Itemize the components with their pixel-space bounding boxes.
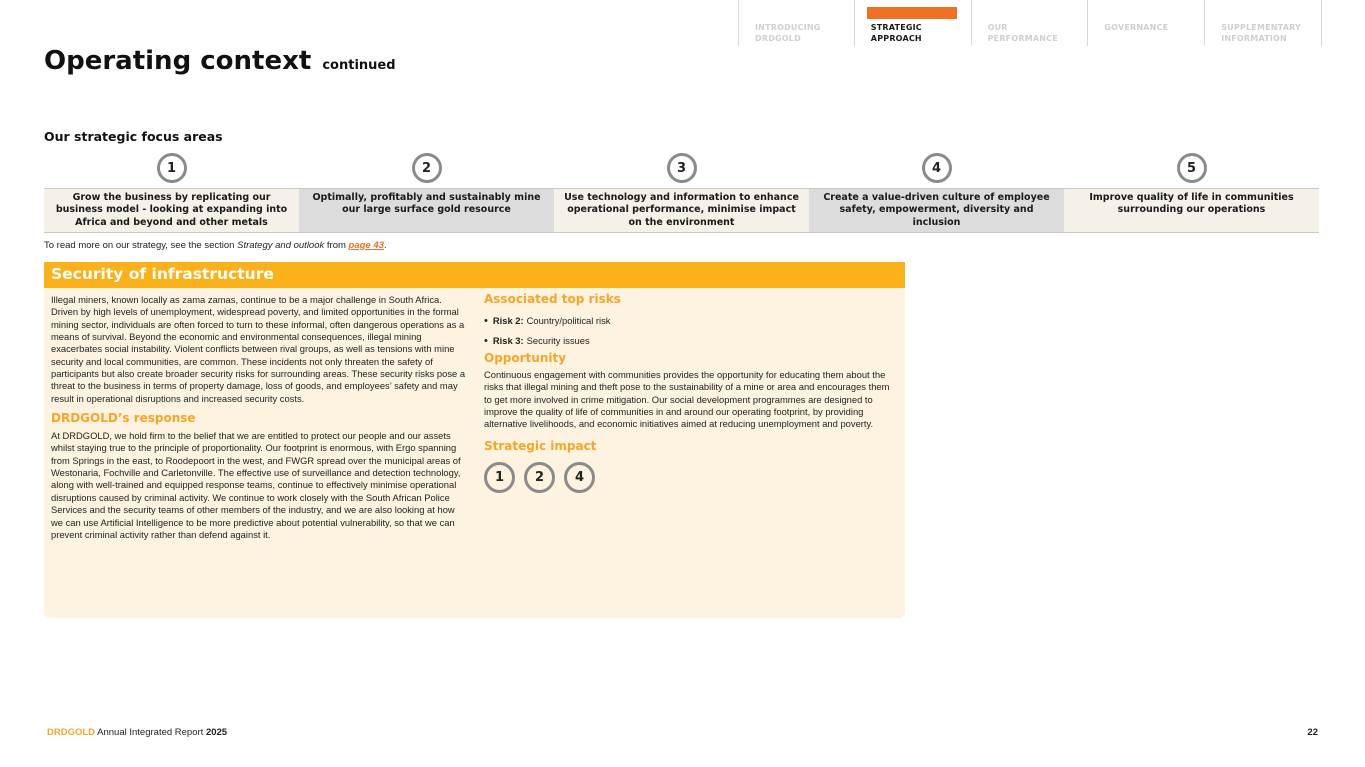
risk-item bbox=[484, 334, 896, 347]
nav-tab-our-performance[interactable] bbox=[972, 0, 1089, 46]
focus-areas bbox=[44, 153, 1319, 233]
nav-tab-governance[interactable] bbox=[1088, 0, 1205, 46]
footer-year: 2025 bbox=[205, 727, 228, 738]
read-more-middle: from bbox=[324, 240, 349, 251]
read-more-suffix: . bbox=[383, 240, 387, 251]
impact-badges bbox=[484, 462, 896, 493]
impact-number-badge: 2 bbox=[524, 462, 555, 493]
nav-tab-introducing[interactable] bbox=[738, 0, 855, 46]
focus-numbers-row bbox=[44, 153, 1319, 188]
section-nav bbox=[738, 0, 1322, 46]
intro-paragraph: Illegal miners, known locally as zama zamas, continue to be a major challenge in South Africa. Driven by high levels of unemployment, widespread poverty, and limited opportunities in the formal mining sector, individuals are often forced to turn to these informal, often dangerous operations as a means of survival. Beyond the economic and environmental consequences, illegal mining exacerbates social instability. Violent conflicts between rival groups, as well as tensions with mine security and local communities, are common. These incidents not only threaten the safety of participants but also create broader security risks for surrounding areas. These security risks pose a threat to the business in terms of property damage, loss of goods, and employees’ safety and may result in operational disruptions and increased security costs. bbox=[51, 294, 466, 404]
active-tab-indicator bbox=[867, 7, 957, 19]
panel-title: Security of infrastructure bbox=[44, 262, 905, 288]
focus-area-text: Improve quality of life in communities surrounding our operations bbox=[1064, 189, 1319, 232]
impact-number-badge: 4 bbox=[564, 462, 595, 493]
bullet-icon: • bbox=[484, 314, 488, 327]
read-more-prefix: To read more on our strategy, see the section bbox=[44, 240, 238, 251]
response-paragraph: At DRDGOLD, we hold firm to the belief that we are entitled to protect our people and our assets whilst staying true to the principle of proportionality. Our footprint is enormous, with Ergo spanning from Springs in the east, to Roodepoort in the west, and FWGR spread over the municipal areas of Westonaria, Fochville and Carletonville. The effective use of surveillance and detection technology, along with well-trained and equipped response teams, continue to effectively minimise operational disruptions caused by criminal activity. We continue to work closely with the South African Police Services and the security teams of other members of the industry, and we are also looking at how we can use Artificial Intelligence to be more predictive about potential vulnerability, so that we can prevent criminal activity rather than defend against it. bbox=[51, 430, 461, 540]
opportunity-heading: Opportunity bbox=[484, 351, 567, 365]
impact-heading: Strategic impact bbox=[484, 438, 597, 453]
focus-number-badge: 5 bbox=[1177, 153, 1207, 183]
risk-item bbox=[484, 314, 896, 327]
focus-number-badge: 1 bbox=[157, 153, 187, 183]
focus-area-text: Use technology and information to enhance operational performance, minimise impact on the environment bbox=[554, 189, 809, 232]
focus-number-badge: 2 bbox=[412, 153, 442, 183]
focus-area-text: Create a value-driven culture of employee safety, empowerment, diversity and inclusion bbox=[809, 189, 1064, 232]
panel-right-column bbox=[484, 292, 896, 493]
page-title bbox=[44, 46, 396, 76]
nav-tab-supplementary[interactable] bbox=[1205, 0, 1322, 46]
nav-tab-label: OUR PERFORMANCE bbox=[987, 23, 1058, 43]
read-more-note bbox=[44, 240, 387, 251]
security-panel bbox=[44, 262, 905, 618]
read-more-section: Strategy and outlook bbox=[237, 240, 325, 251]
panel-left-column bbox=[51, 294, 466, 541]
focus-area-text: Optimally, profitably and sustainably mine our large surface gold resource bbox=[299, 189, 554, 232]
opportunity-paragraph: Continuous engagement with communities provides the opportunity for educating them about the risks that illegal mining and theft pose to the sustainability of a mine or area and encourages them to get more involved in crime mitigation. Our social development programmes are designed to improve the quality of life of communities in and around our operating footprint, by providing alternative livelihoods, and economic initiatives aimed at reducing unemployment and poverty. bbox=[484, 369, 890, 430]
risk-label: Risk 3: bbox=[492, 335, 524, 346]
impact-number-badge: 1 bbox=[484, 462, 515, 493]
page-link[interactable]: page 43 bbox=[348, 240, 384, 251]
nav-tab-label: SUPPLEMENTARY INFORMATION bbox=[1221, 23, 1301, 43]
focus-number-badge: 4 bbox=[922, 153, 952, 183]
risk-text: Country/political risk bbox=[526, 315, 611, 326]
nav-tab-label: STRATEGIC APPROACH bbox=[870, 23, 922, 43]
footer-brand: DRDGOLD bbox=[47, 727, 96, 738]
page-title-text: Operating context bbox=[44, 46, 312, 76]
page-number: 22 bbox=[1307, 727, 1318, 738]
focus-area-text: Grow the business by replicating our business model - looking at expanding into Africa and beyond and other metals bbox=[44, 189, 299, 232]
response-heading: DRDGOLD’s response bbox=[51, 411, 196, 426]
footer-report: Annual Integrated Report bbox=[95, 727, 206, 738]
bullet-icon: • bbox=[484, 334, 488, 347]
nav-tab-strategic-approach[interactable] bbox=[855, 0, 972, 46]
page-title-suffix: continued bbox=[322, 58, 396, 73]
footer-report-title bbox=[47, 727, 227, 738]
focus-areas-heading: Our strategic focus areas bbox=[44, 129, 223, 144]
focus-number-badge: 3 bbox=[667, 153, 697, 183]
nav-tab-label: INTRODUCING DRDGOLD bbox=[755, 23, 821, 43]
focus-boxes-row bbox=[44, 188, 1319, 233]
risks-heading: Associated top risks bbox=[484, 292, 621, 306]
risk-label: Risk 2: bbox=[492, 315, 524, 326]
risk-text: Security issues bbox=[526, 335, 590, 346]
nav-tab-label: GOVERNANCE bbox=[1104, 23, 1169, 32]
